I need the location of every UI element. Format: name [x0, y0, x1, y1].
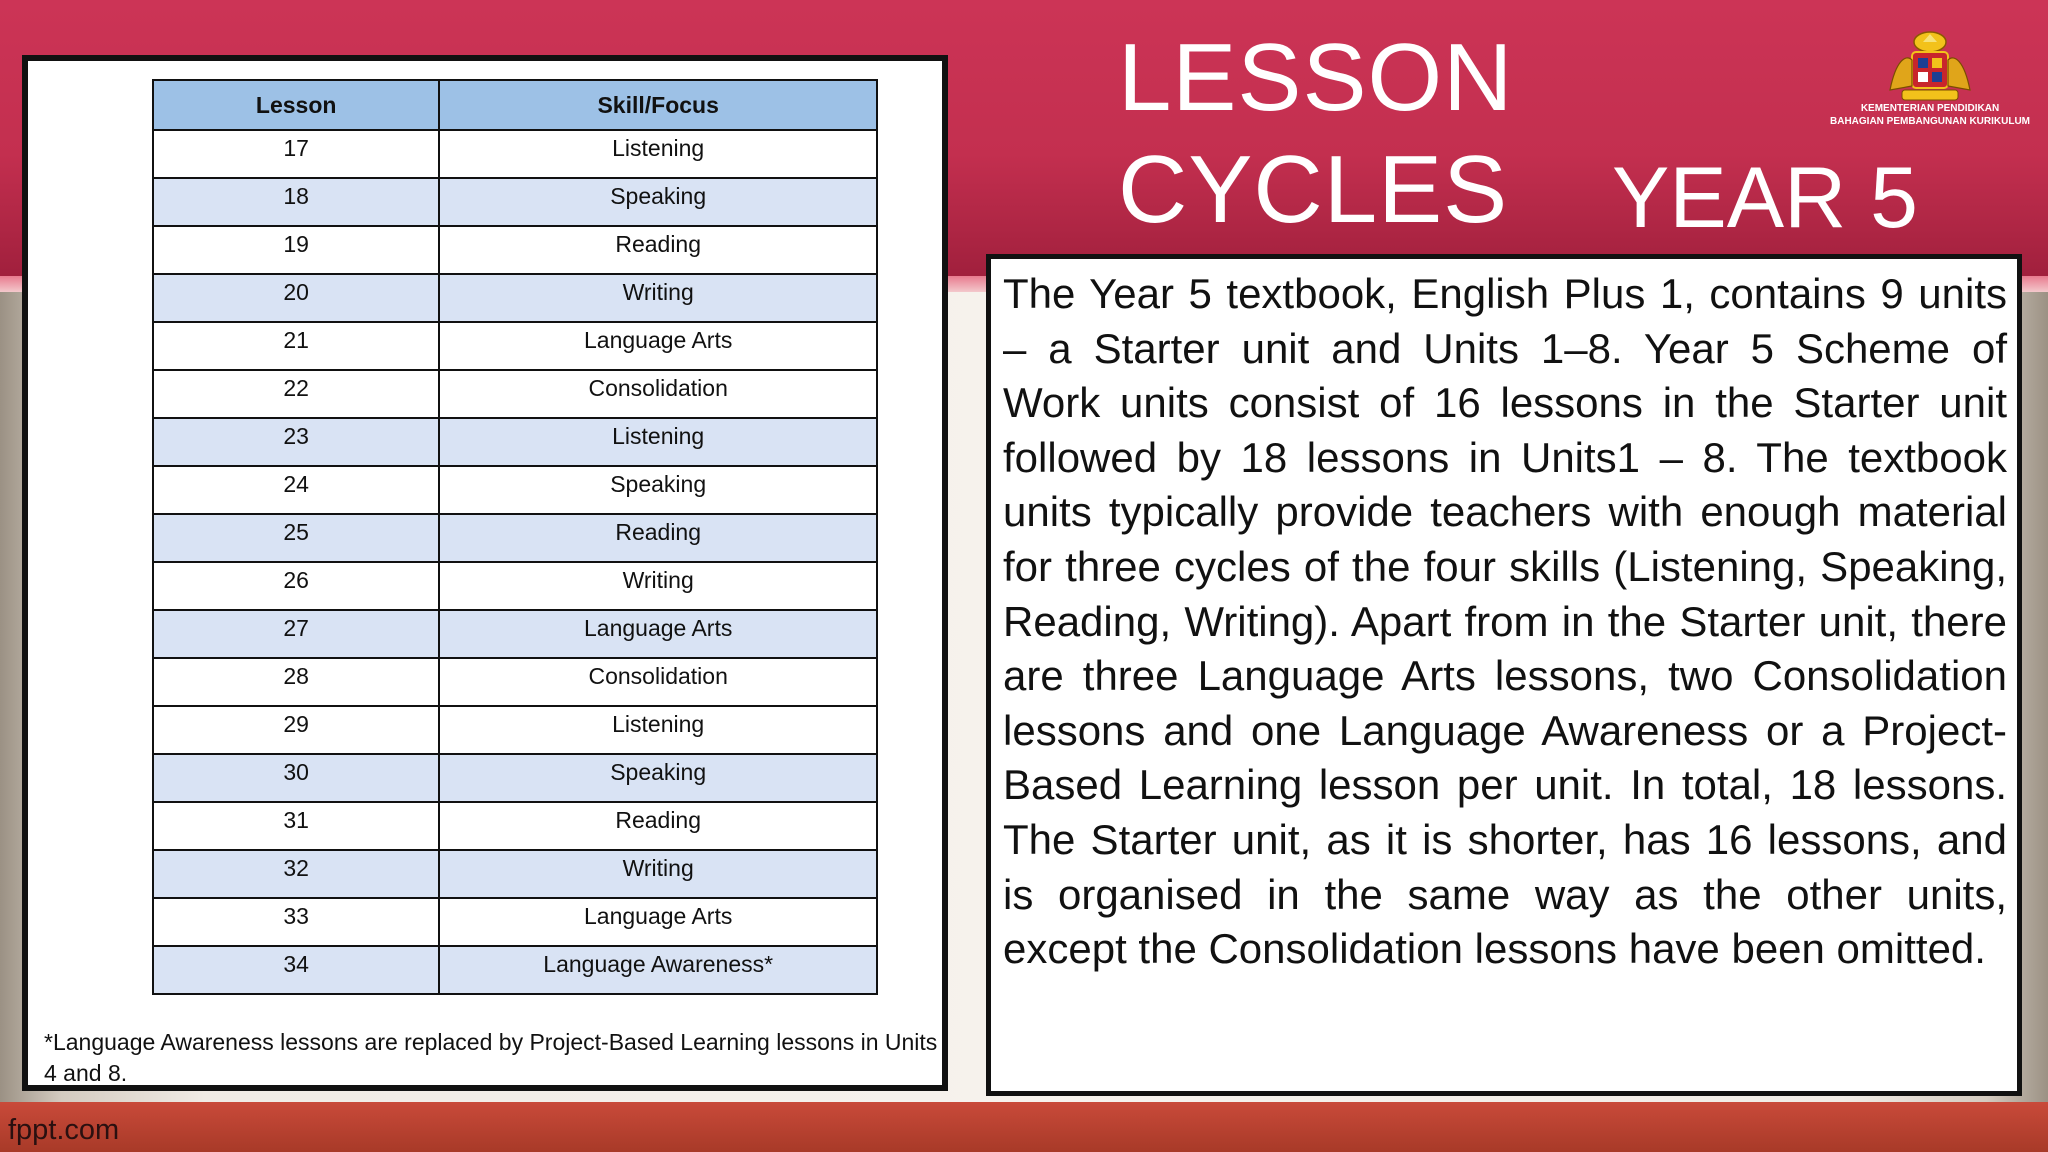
lesson-number: 25 [153, 514, 439, 562]
lesson-skill: Reading [439, 226, 877, 274]
lesson-number: 27 [153, 610, 439, 658]
table-row [153, 850, 877, 898]
table-row [153, 418, 877, 466]
lesson-skill: Language Arts [439, 322, 877, 370]
table-row [153, 946, 877, 994]
lesson-number: 32 [153, 850, 439, 898]
description-text: The Year 5 textbook, English Plus 1, contains 9 units – a Starter unit and Units 1–8. Year 5 Scheme of Work units consist of 16 lessons in the Starter unit followed by 18 lessons in Units1 – 8. The textbook units typically provide teachers with enough material for three cycles of the four skills (Listening, Speaking, Reading, Writing). Apart from in the Starter unit, there are three Language Arts lessons, two Consolidation lessons and one Language Awareness or a Project-Based Learning lesson per unit. In total, 18 lessons. The Starter unit, as it is shorter, has 16 lessons, and is organised in the same way as the other units, except the Consolidation lessons have been omitted. [1003, 270, 2007, 973]
table-row [153, 130, 877, 178]
table-row [153, 322, 877, 370]
slide-title [1118, 22, 1513, 246]
lesson-skill: Listening [439, 418, 877, 466]
lesson-skill: Reading [439, 802, 877, 850]
lesson-skill: Listening [439, 706, 877, 754]
lesson-table [152, 79, 878, 995]
lesson-number: 24 [153, 466, 439, 514]
lesson-skill: Consolidation [439, 370, 877, 418]
lesson-skill: Reading [439, 514, 877, 562]
description-panel [986, 254, 2022, 1096]
table-row [153, 466, 877, 514]
lesson-skill: Writing [439, 562, 877, 610]
lesson-skill: Language Arts [439, 898, 877, 946]
lesson-number: 34 [153, 946, 439, 994]
column-header-lesson: Lesson [153, 80, 439, 130]
lesson-number: 21 [153, 322, 439, 370]
lesson-skill: Speaking [439, 754, 877, 802]
division-name: BAHAGIAN PEMBANGUNAN KURIKULUM [1830, 116, 2030, 127]
table-footnote: *Language Awareness lessons are replaced by Project-Based Learning lessons in Units 4 and 8. [44, 1029, 938, 1086]
table-row [153, 562, 877, 610]
table-row [153, 178, 877, 226]
lesson-skill: Language Awareness* [439, 946, 877, 994]
ministry-name: KEMENTERIAN PENDIDIKAN [1860, 103, 2000, 114]
table-row [153, 610, 877, 658]
lesson-skill: Consolidation [439, 658, 877, 706]
lesson-skill: Language Arts [439, 610, 877, 658]
lesson-number: 33 [153, 898, 439, 946]
lesson-number: 23 [153, 418, 439, 466]
lesson-skill: Writing [439, 850, 877, 898]
lesson-table-panel [22, 55, 948, 1091]
table-row [153, 226, 877, 274]
table-row [153, 802, 877, 850]
table-row [153, 754, 877, 802]
table-row [153, 370, 877, 418]
lesson-number: 20 [153, 274, 439, 322]
table-row [153, 898, 877, 946]
lesson-number: 26 [153, 562, 439, 610]
year-label: YEAR 5 [1612, 150, 1918, 246]
lesson-skill: Writing [439, 274, 877, 322]
table-row [153, 274, 877, 322]
lesson-number: 22 [153, 370, 439, 418]
lesson-number: 31 [153, 802, 439, 850]
lesson-number: 29 [153, 706, 439, 754]
ministry-label [1820, 102, 2040, 128]
table-row [153, 706, 877, 754]
lesson-number: 30 [153, 754, 439, 802]
lesson-number: 17 [153, 130, 439, 178]
table-row [153, 658, 877, 706]
lesson-number: 19 [153, 226, 439, 274]
lesson-number: 28 [153, 658, 439, 706]
footer-band [0, 1102, 2048, 1152]
table-header-row [153, 80, 877, 130]
table-row [153, 514, 877, 562]
coat-of-arms-logo [1880, 30, 1980, 108]
lesson-number: 18 [153, 178, 439, 226]
title-line-cycles: CYCLES [1118, 136, 1509, 243]
column-header-skill: Skill/Focus [439, 80, 877, 130]
footer-brand: fppt.com [8, 1114, 120, 1146]
lesson-skill: Speaking [439, 178, 877, 226]
lesson-skill: Listening [439, 130, 877, 178]
title-line-lesson: LESSON [1118, 24, 1514, 131]
lesson-skill: Speaking [439, 466, 877, 514]
